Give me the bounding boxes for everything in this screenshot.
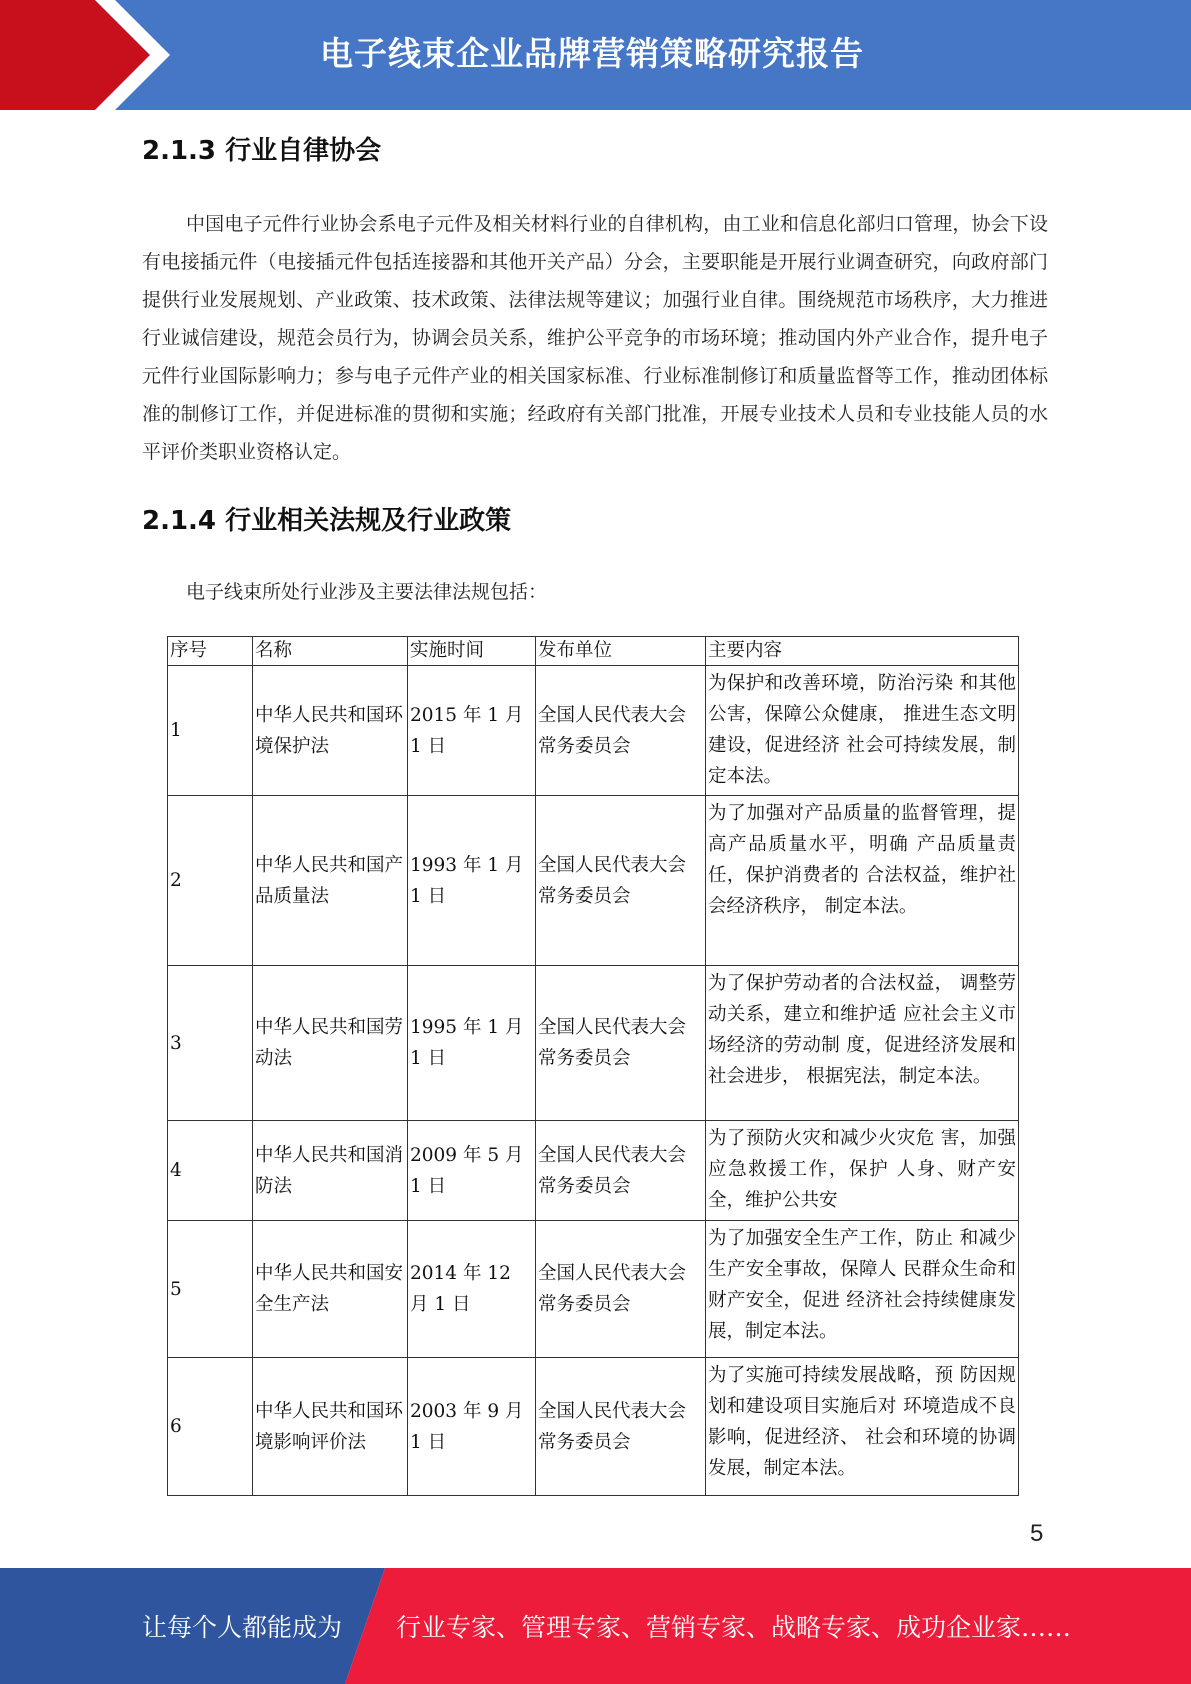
- cell-date: 1995 年 1 月 1 日: [408, 966, 536, 1121]
- cell-date: 1993 年 1 月 1 日: [408, 796, 536, 966]
- cell-issuer: 全国人民代表大会常务委员会: [536, 1121, 706, 1221]
- header-cell-date: 实施时间: [408, 637, 536, 666]
- header-cell-content: 主要内容: [706, 637, 1019, 666]
- laws-table: [167, 636, 1019, 1496]
- cell-content: 为了加强对产品质量的监督管理，提高产品质量水平，明确 产品质量责任，保护消费者的 合法权益，维护社会经济秩序， 制定本法。: [706, 796, 1019, 966]
- cell-name: 中华人民共和国劳动法: [253, 966, 408, 1121]
- section-heading-2-1-3: 2.1.3 行业自律协会: [142, 136, 382, 166]
- cell-no: 2: [168, 796, 253, 966]
- table-row: [168, 1221, 1019, 1358]
- cell-date: 2009 年 5 月 1 日: [408, 1121, 536, 1221]
- footer-slogan-right: 行业专家、管理专家、营销专家、战略专家、成功企业家……: [396, 1613, 1072, 1642]
- cell-no: 5: [168, 1221, 253, 1358]
- table-header-row: [168, 637, 1019, 666]
- header-cell-issuer: 发布单位: [536, 637, 706, 666]
- page-header: [0, 0, 1191, 110]
- cell-name: 中华人民共和国安全生产法: [253, 1221, 408, 1358]
- table-row: [168, 666, 1019, 796]
- cell-issuer: 全国人民代表大会常务委员会: [536, 1358, 706, 1496]
- cell-issuer: 全国人民代表大会常务委员会: [536, 966, 706, 1121]
- report-title: 电子线束企业品牌营销策略研究报告: [320, 34, 864, 73]
- cell-no: 3: [168, 966, 253, 1121]
- page-footer: [0, 1568, 1191, 1684]
- section-2-1-4-intro: 电子线束所处行业涉及主要法律法规包括：: [186, 581, 548, 603]
- cell-date: 2015 年 1 月 1 日: [408, 666, 536, 796]
- cell-name: 中华人民共和国消防法: [253, 1121, 408, 1221]
- header-cell-no: 序号: [168, 637, 253, 666]
- section-heading-2-1-4: 2.1.4 行业相关法规及行业政策: [142, 506, 512, 536]
- cell-no: 1: [168, 666, 253, 796]
- cell-name: 中华人民共和国产品质量法: [253, 796, 408, 966]
- cell-issuer: 全国人民代表大会常务委员会: [536, 1221, 706, 1358]
- cell-no: 4: [168, 1121, 253, 1221]
- table-row: [168, 1358, 1019, 1496]
- cell-content: 为了加强安全生产工作，防止 和减少生产安全事故，保障人 民群众生命和财产安全，促进 经济社会持续健康发展，制定本法。: [706, 1221, 1019, 1358]
- footer-slogan-left: 让每个人都能成为: [142, 1613, 343, 1642]
- header-cell-name: 名称: [253, 637, 408, 666]
- cell-content: 为了实施可持续发展战略，预 防因规划和建设项目实施后对 环境造成不良影响，促进经济、 社会和环境的协调发展，制定本法。: [706, 1358, 1019, 1496]
- cell-no: 6: [168, 1358, 253, 1496]
- cell-content: 为了预防火灾和减少火灾危 害，加强应急救援工作，保护 人身、财产安全，维护公共安: [706, 1121, 1019, 1221]
- cell-content: 为了保护劳动者的合法权益， 调整劳动关系，建立和维护适 应社会主义市场经济的劳动制 度，促进经济发展和社会进步， 根据宪法，制定本法。: [706, 966, 1019, 1121]
- cell-date: 2003 年 9 月 1 日: [408, 1358, 536, 1496]
- table-row: [168, 796, 1019, 966]
- section-2-1-3-body: 中国电子元件行业协会系电子元件及相关材料行业的自律机构，由工业和信息化部归口管理，协会下设有电接插元件（电接插元件包括连接器和其他开关产品）分会，主要职能是开展行业调查研究，向政府部门提供行业发展规划、产业政策、技术政策、法律法规等建议；加强行业自律。围绕规范市场秩序，大力推进行业诚信建设，规范会员行为，协调会员关系，维护公平竞争的市场环境；推动国内外产业合作，提升电子元件行业国际影响力；参与电子元件产业的相关国家标准、行业标准制修订和质量监督等工作，推动团体标准的制修订工作，并促进标准的贯彻和实施；经政府有关部门批准，开展专业技术人员和专业技能人员的水平评价类职业资格认定。: [142, 213, 1048, 463]
- table-row: [168, 966, 1019, 1121]
- table-row: [168, 1121, 1019, 1221]
- cell-issuer: 全国人民代表大会常务委员会: [536, 796, 706, 966]
- page-number: 5: [1030, 1520, 1044, 1547]
- cell-issuer: 全国人民代表大会常务委员会: [536, 666, 706, 796]
- cell-name: 中华人民共和国环境影响评价法: [253, 1358, 408, 1496]
- cell-date: 2014 年 12 月 1 日: [408, 1221, 536, 1358]
- cell-content: 为保护和改善环境，防治污染 和其他公害，保障公众健康， 推进生态文明建设，促进经济 社会可持续发展，制定本法。: [706, 666, 1019, 796]
- cell-name: 中华人民共和国环境保护法: [253, 666, 408, 796]
